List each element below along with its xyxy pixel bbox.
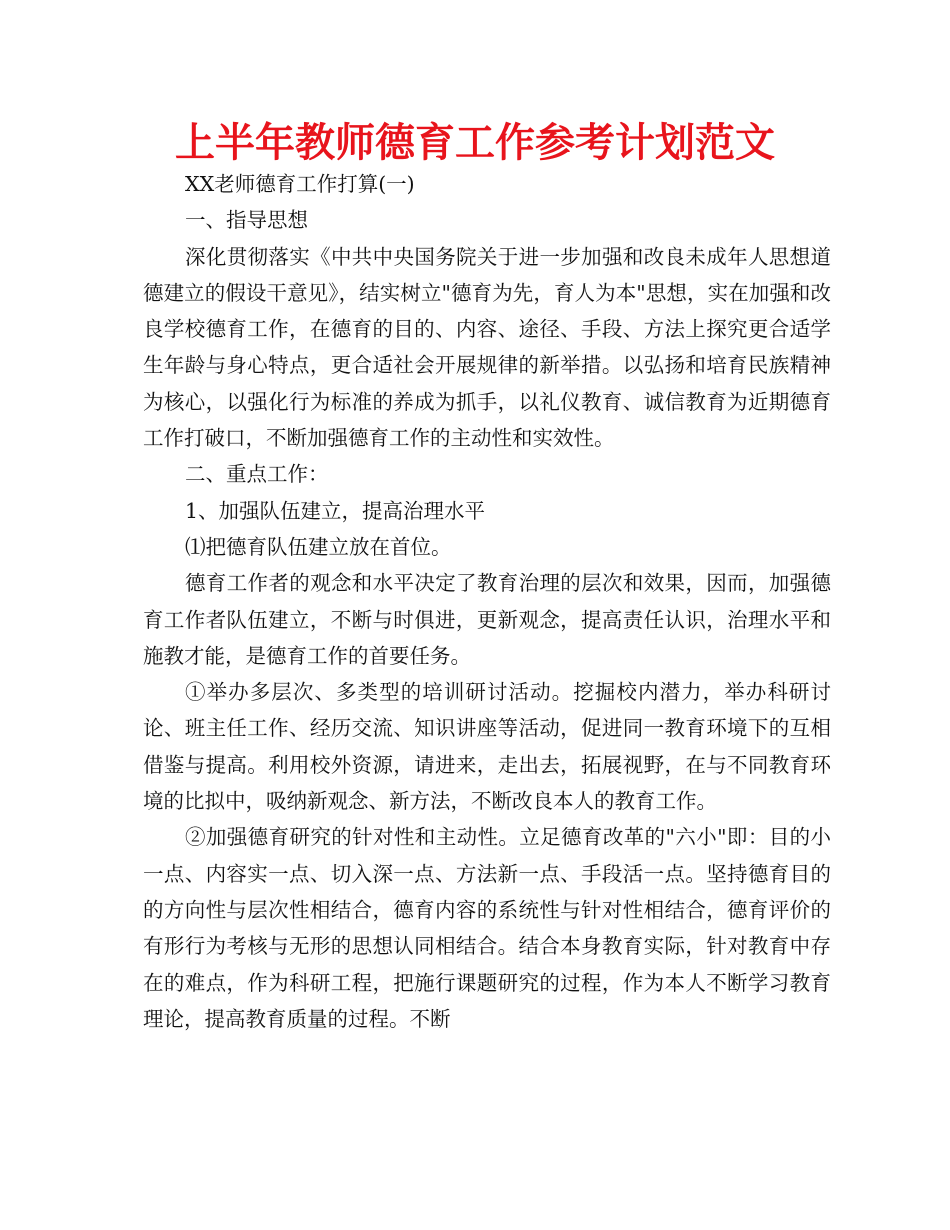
list-item: ⑴把德育队伍建立放在首位。 — [185, 534, 452, 559]
section-heading: 一、指导思想 — [185, 208, 308, 233]
paragraph: ②加强德育研究的针对性和主动性。立足德育改革的"六小"即：目的小一点、内容实一点、切入深一点、方法新一点、手段活一点。坚持德育目的的方向性与层次性相结合，德育内容的系统性与针对性相结合，德育评价的有形行为考核与无形的思想认同相结合。结合本身教育实际，针对教育中存在的难点，作为科研工程，把施行课题研究的过程，作为本人不断学习教育理论，提高教育质量的过程。不断 — [143, 825, 831, 1031]
section-heading: XX老师德育工作打算(一) — [185, 172, 415, 196]
subsection-heading: 1、加强队伍建立，提高治理水平 — [185, 498, 486, 523]
document-body — [143, 166, 831, 1037]
paragraph: ①举办多层次、多类型的培训研讨活动。挖掘校内潜力，举办科研讨论、班主任工作、经历交流、知识讲座等活动，促进同一教育环境下的互相借鉴与提高。利用校外资源，请进来，走出去，拓展视野，在与不同教育环境的比拟中，吸纳新观念、新方法，不断改良本人的教育工作。 — [143, 680, 831, 814]
paragraph: 深化贯彻落实《中共中央国务院关于进一步加强和改良未成年人思想道德建立的假设干意见》，结实树立"德育为先，育人为本"思想，实在加强和改良学校德育工作，在德育的目的、内容、途径、手段、方法上探究更合适学生年龄与身心特点，更合适社会开展规律的新举措。以弘扬和培育民族精神为核心，以强化行为标准的养成为抓手，以礼仪教育、诚信教育为近期德育工作打破口，不断加强德育工作的主动性和实效性。 — [143, 244, 831, 451]
paragraph: 德育工作者的观念和水平决定了教育治理的层次和效果，因而，加强德育工作者队伍建立，不断与时俱进，更新观念，提高责任认识，治理水平和施教才能，是德育工作的首要任务。 — [143, 571, 831, 668]
document-title: 上半年教师德育工作参考计划范文 — [175, 120, 775, 166]
section-heading: 二、重点工作： — [185, 462, 329, 487]
